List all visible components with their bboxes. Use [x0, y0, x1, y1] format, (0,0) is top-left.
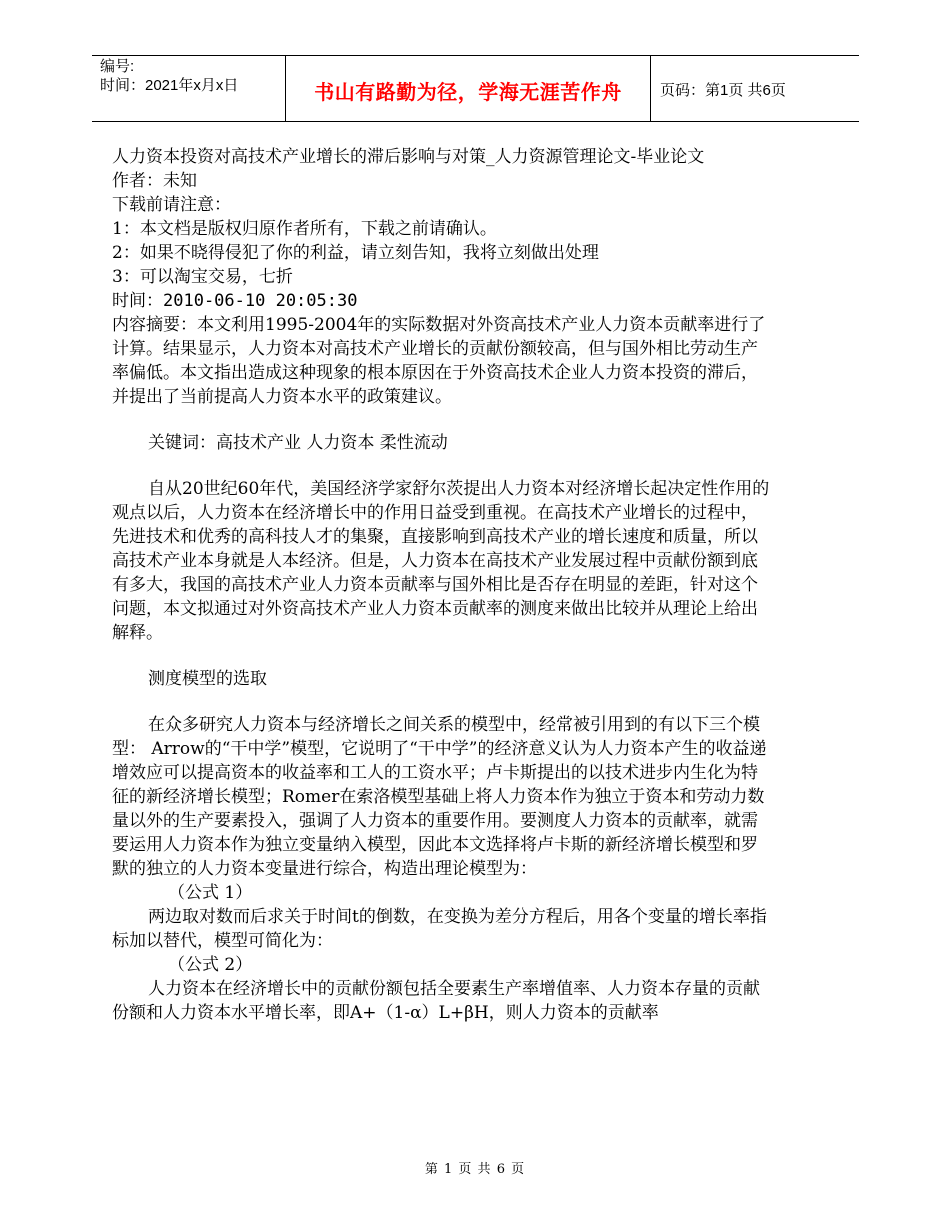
- document-time-label: 时间：2021年x月x日: [100, 77, 239, 94]
- notice-item-2: 2：如果不晓得侵犯了你的利益，请立刻告知，我将立刻做出处理: [112, 243, 599, 263]
- paragraph-intro: 自从20世纪60年代，美国经济学家舒尔茨提出人力资本对经济增长起决定性作用的观点以后，人力资本在经济增长中的作用日益受到重视。在高技术产业增长的过程中，先进技术和优秀的高科技人才的集聚，直接影响到高技术产业的增长速度和质量，所以高技术产业本身就是人本经济。但是，人力资本在高技术产业发展过程中贡献份额到底有多大，我国的高技术产业人力资本贡献率与国外相比是否存在明显的差距，针对这个问题，本文拟通过对外资高技术产业人力资本贡献率的测度来做出比较并从理论上给出解释。: [112, 479, 770, 643]
- paragraph-contribution: 人力资本在经济增长中的贡献份额包括全要素生产率增值率、人力资本存量的贡献份额和人力资本水平增长率，即A+（1-α）L+βH，则人力资本的贡献率: [112, 979, 760, 1023]
- section-heading: 测度模型的选取: [148, 669, 267, 689]
- author-line: 作者：未知: [112, 171, 197, 191]
- notice-heading: 下载前请注意：: [112, 195, 231, 215]
- notice-item-3: 3：可以淘宝交易，七折: [112, 267, 293, 287]
- header-left: [100, 57, 238, 95]
- header-motto: 书山有路勤为径，学海无涯苦作舟: [314, 80, 622, 104]
- header-separator-right: [650, 55, 651, 121]
- header-page-label: 页码：第1页 共6页: [660, 82, 786, 99]
- keywords: 关键词：高技术产业 人力资本 柔性流动: [148, 433, 448, 453]
- timestamp: 时间：2010-06-10 20:05:30: [112, 291, 358, 311]
- paragraph-models: 在众多研究人力资本与经济增长之间关系的模型中，经常被引用到的有以下三个模型： Arrow的“干中学”模型，它说明了“干中学”的经济意义认为人力资本产生的收益递增效应可以提高资本的收益率和工人的工资水平；卢卡斯提出的以技术进步内生化为特征的新经济增长模型；Romer在索洛模型基础上将人力资本作为独立于资本和劳动力数量以外的生产要素投入，强调了人力资本的重要作用。要测度人力资本的贡献率，就需要运用人力资本作为独立变量纳入模型，因此本文选择将卢卡斯的新经济增长模型和罗默的独立的人力资本变量进行综合，构造出理论模型为：: [112, 715, 767, 879]
- spacer: [112, 691, 772, 713]
- document-body: [112, 145, 772, 1025]
- document-number-label: 编号:: [100, 58, 135, 75]
- spacer: [112, 455, 772, 477]
- paragraph-transform: 两边取对数而后求关于时间t的倒数，在变换为差分方程后，用各个变量的增长率指标加以替代，模型可简化为：: [112, 907, 767, 951]
- notice-item-1: 1：本文档是版权归原作者所有，下载之前请确认。: [112, 219, 497, 239]
- formula-2-label: （公式 2）: [168, 955, 253, 975]
- spacer: [112, 409, 772, 431]
- spacer: [112, 645, 772, 667]
- page-footer: 第 1 页 共 6 页: [424, 1162, 526, 1177]
- header-rule-top: [92, 55, 859, 56]
- abstract: 内容摘要：本文利用1995-2004年的实际数据对外资高技术产业人力资本贡献率进行了计算。结果显示，人力资本对高技术产业增长的贡献份额较高，但与国外相比劳动生产率偏低。本文指出造成这种现象的根本原因在于外资高技术企业人力资本投资的滞后，并提出了当前提高人力资本水平的政策建议。: [112, 315, 766, 407]
- formula-1-label: （公式 1）: [168, 883, 253, 903]
- header-rule-bottom: [92, 121, 859, 122]
- document-title: 人力资本投资对高技术产业增长的滞后影响与对策_人力资源管理论文-毕业论文: [112, 147, 705, 167]
